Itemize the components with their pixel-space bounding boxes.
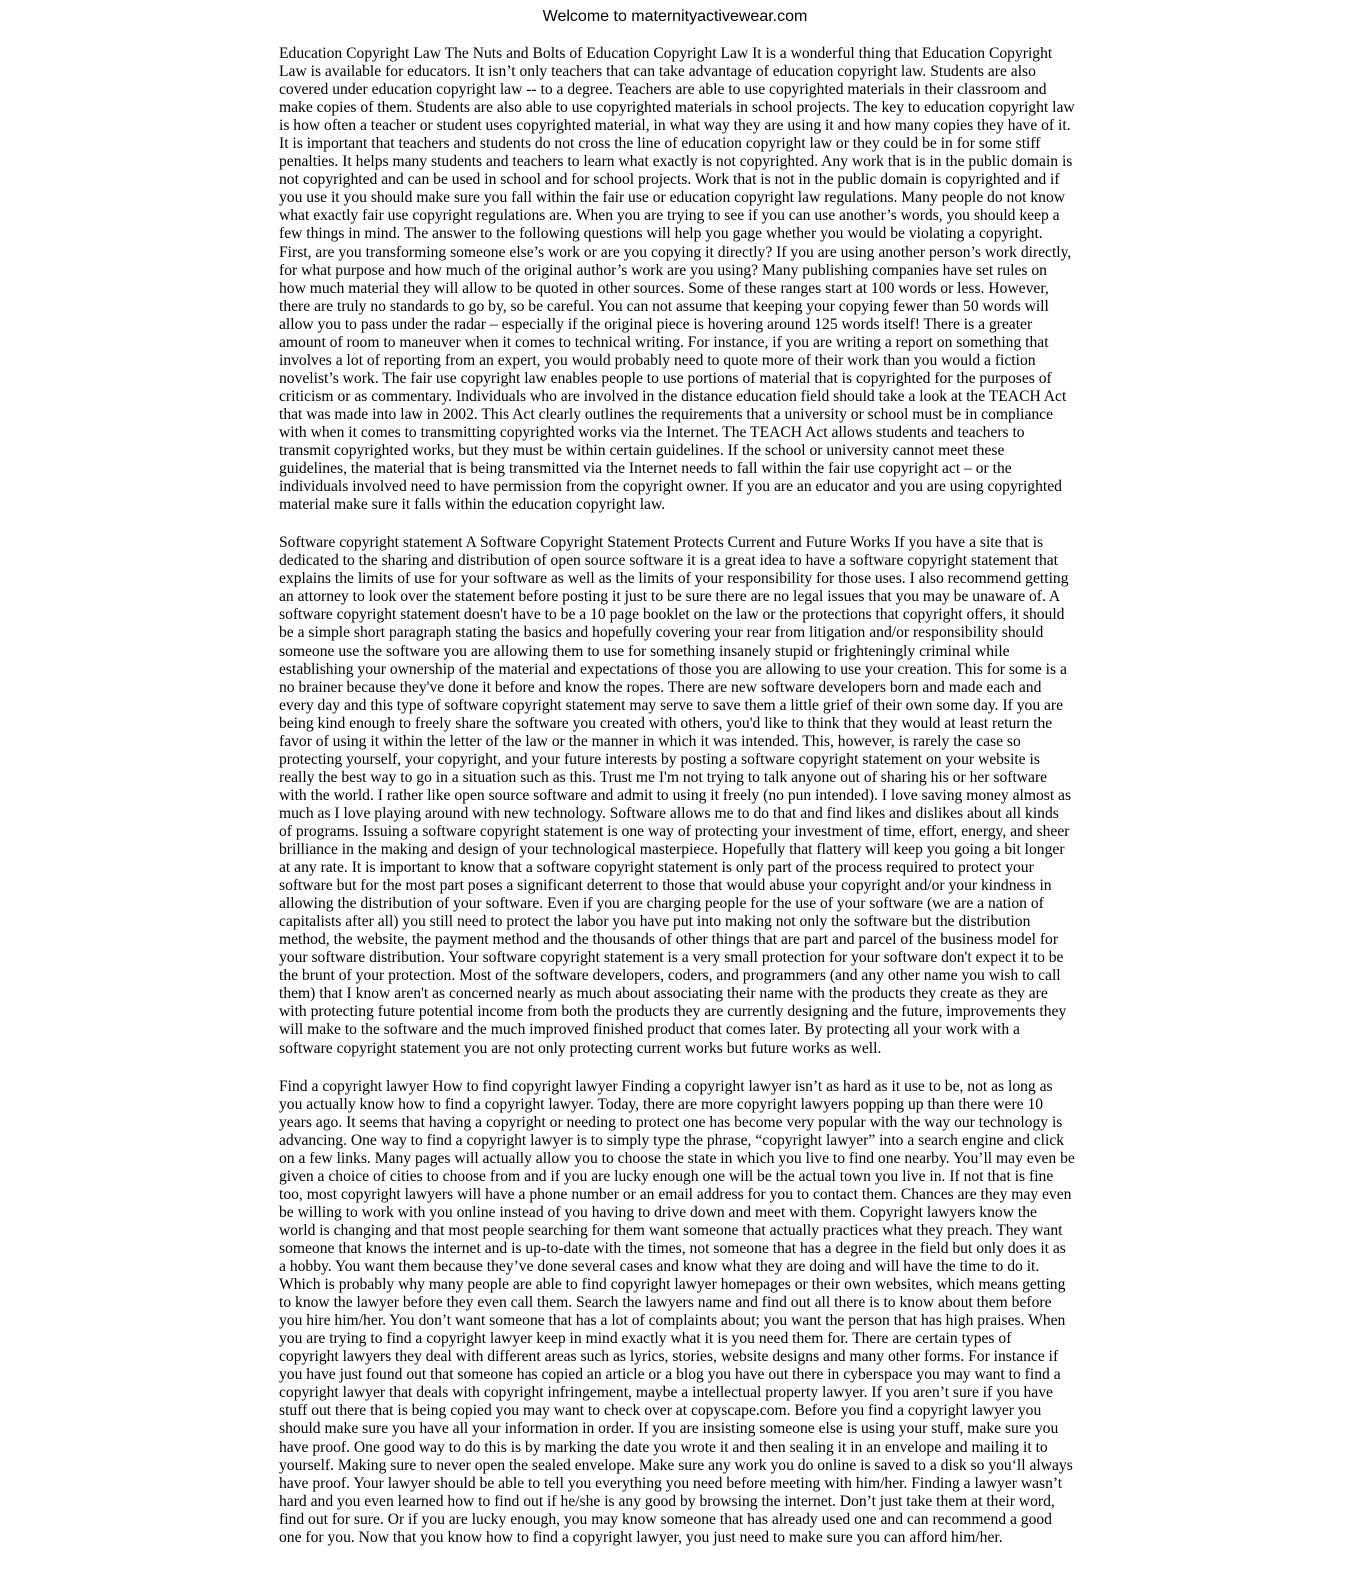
page-title: Welcome to maternityactivewear.com [542, 8, 808, 25]
article-education-copyright-law: Education Copyright Law The Nuts and Bolts of Education Copyright Law It is a wonderful thing that Education Copyright Law is available for educators. It isn’t only teachers that can take advantage of education copyright law. Students are also covered under education copyright law -- to a degree. Teachers are able to use copyrighted materials in their classroom and make copies of them. Students are also able to use copyrighted materials in school projects. The key to education copyright law is how often a teacher or student uses copyrighted material, in what way they are using it and how many copies they have of it. It is important that teachers and students do not cross the line of education copyright law or they could be in for some stiff penalties. It helps many students and teachers to learn what exactly is not copyrighted. Any work that is in the public domain is not copyrighted and can be used in school and for school projects. Work that is not in the public domain is copyrighted and if you use it you should make sure you fall within the fair use or education copyright law regulations. Many people do not know what exactly fair use copyright regulations are. When you are trying to see if you can use another’s words, you should keep a few things in mind. The answer to the following questions will help you gage whether you would be violating a copyright. First, are you transforming someone else’s work or are you copying it directly? If you are using another person’s work directly, for what purpose and how much of the original author’s work are you using? Many publishing companies have set rules on how much material they will allow to be quoted in other sources. Some of these ranges start at 100 words or less. However, there are truly no standards to go by, so be careful. You can not assume that keeping your copying fewer than 50 words will allow you to pass under the radar – especially if the original piece is hovering around 125 words itself! There is a greater amount of room to maneuver when it comes to technical writing. For instance, if you are writing a report on something that involves a lot of reporting from an expert, you would probably need to quote more of their work than you would a fiction novelist’s work. The fair use copyright law enables people to use portions of material that is copyrighted for the purposes of criticism or as commentary. Individuals who are involved in the distance education field should take a look at the TEACH Act that was made into law in 2002. This Act clearly outlines the requirements that a university or school must be in compliance with when it comes to transmitting copyrighted works via the Internet. The TEACH Act allows students and teachers to transmit copyrighted works, but they must be within certain guidelines. If the school or university cannot meet these guidelines, the material that is being transmitted via the Internet needs to fall within the fair use copyright act – or the individuals involved need to have permission from the copyright owner. If you are an educator and you are using copyrighted material make sure it falls within the education copyright law. [279, 45, 1075, 514]
article-software-copyright-statement: Software copyright statement A Software Copyright Statement Protects Current and Future Works If you have a site that is dedicated to the sharing and distribution of open source software it is a great idea to have a software copyright statement that explains the limits of use for your software as well as the limits of your responsibility for those uses. I also recommend getting an attorney to look over the statement before posting it just to be sure there are no legal issues that you may be unaware of. A software copyright statement doesn't have to be a 10 page booklet on the law or the protections that copyright offers, it should be a simple short paragraph stating the basics and hopefully covering your rear from litigation and/or responsibility should someone use the software you are allowing them to use for something insanely stupid or frighteningly criminal while establishing your ownership of the material and expectations of those you are allowing to use your creation. This for some is a no brainer because they've done it before and know the ropes. There are new software developers born and made each and every day and this type of software copyright statement may serve to save them a little grief of their own some day. If you are being kind enough to freely share the software you created with others, you'd like to think that they would at least return the favor of using it within the letter of the law or the manner in which it was intended. This, however, is rarely the case so protecting yourself, your copyright, and your future interests by posting a software copyright statement on your website is really the best way to go in a situation such as this. Trust me I'm not trying to talk anyone out of sharing his or her software with the world. I rather like open source software and admit to using it freely (no pun intended). I love saving money almost as much as I love playing around with new technology. Software allows me to do that and find likes and dislikes about all kinds of programs. Issuing a software copyright statement is one way of protecting your investment of time, effort, energy, and sheer brilliance in the making and design of your technological masterpiece. Hopefully that flattery will keep you going a bit longer at any rate. It is important to know that a software copyright statement is only part of the process required to protect your software but for the most part poses a significant deterrent to those that would abuse your copyright and/or your kindness in allowing the distribution of your software. Even if you are charging people for the use of your software (we are a nation of capitalists after all) you still need to protect the labor you have put into making not only the software but the distribution method, the website, the payment method and the thousands of other things that are part and parcel of the business model for your software distribution. Your software copyright statement is a very small protection for your software don't expect it to be the brunt of your protection. Most of the software developers, coders, and programmers (and any other name you wish to call them) that I know aren't as concerned nearly as much about associating their name with the products they create as they are with protecting future potential income from both the products they are currently designing and the future, improvements they will make to the software and the much improved finished product that comes later. By protecting all your work with a software copyright statement you are not only protecting current works but future works as well. [279, 534, 1072, 1057]
article-find-copyright-lawyer: Find a copyright lawyer How to find copyright lawyer Finding a copyright lawyer isn’t as hard as it use to be, not as long as you actually know how to find a copyright lawyer. Today, there are more copyright lawyers popping up than there were 10 years ago. It seems that having a copyright or needing to protect one has become very popular with the way our technology is advancing. One way to find a copyright lawyer is to simply type the phrase, “copyright lawyer” into a search engine and click on a few links. Many pages will actually allow you to choose the state in which you live to find one nearby. You’ll may even be given a choice of cities to choose from and if you are lucky enough one will be the actual town you live in. If not that is fine too, most copyright lawyers will have a phone number or an email address for you to contact them. Chances are they may even be willing to work with you online instead of you having to drive down and meet with them. Copyright lawyers know the world is changing and that most people searching for them want someone that actually practices what they preach. They want someone that knows the internet and is up-to-date with the times, not someone that has a degree in the field but only does it as a hobby. You want them because they’ve done several cases and know what they are doing and will have the time to do it. Which is probably why many people are able to find copyright lawyer homepages or their own websites, which means getting to know the lawyer before they even call them. Search the lawyers name and find out all there is to know about them before you hire him/her. You don’t want someone that has a lot of complaints about; you want the person that has high praises. When you are trying to find a copyright lawyer keep in mind exactly what it is you need them for. There are certain types of copyright lawyers they deal with different areas such as lyrics, stories, website designs and many other forms. For instance if you have just found out that someone has copied an article or a blog you have out there in cyberspace you may want to find a copyright lawyer that deals with copyright infringement, maybe a intellectual property lawyer. If you aren’t sure if you have stuff out there that is being copied you may want to check over at copyscape.com. Before you find a copyright lawyer you should make sure you have all your information in order. If you are insisting someone else is using your stuff, make sure you have proof. One good way to do this is by marking the date you wrote it and then sealing it in an envelope and mailing it to yourself. Making sure to never open the sealed envelope. Make sure any work you do online is saved to a disk so you‘ll always have proof. Your lawyer should be able to tell you everything you need before meeting with him/her. Finding a lawyer wasn’t hard and you even learned how to find out if he/she is any good by browsing the internet. Don’t just take them at their word, find out for sure. Or if you are lucky enough, you may know someone that has already used one and can recommend a good one for you. Now that you know how to find a copyright lawyer, you just need to make sure you can afford him/her. [279, 1077, 1075, 1546]
article-list [279, 45, 1075, 1567]
